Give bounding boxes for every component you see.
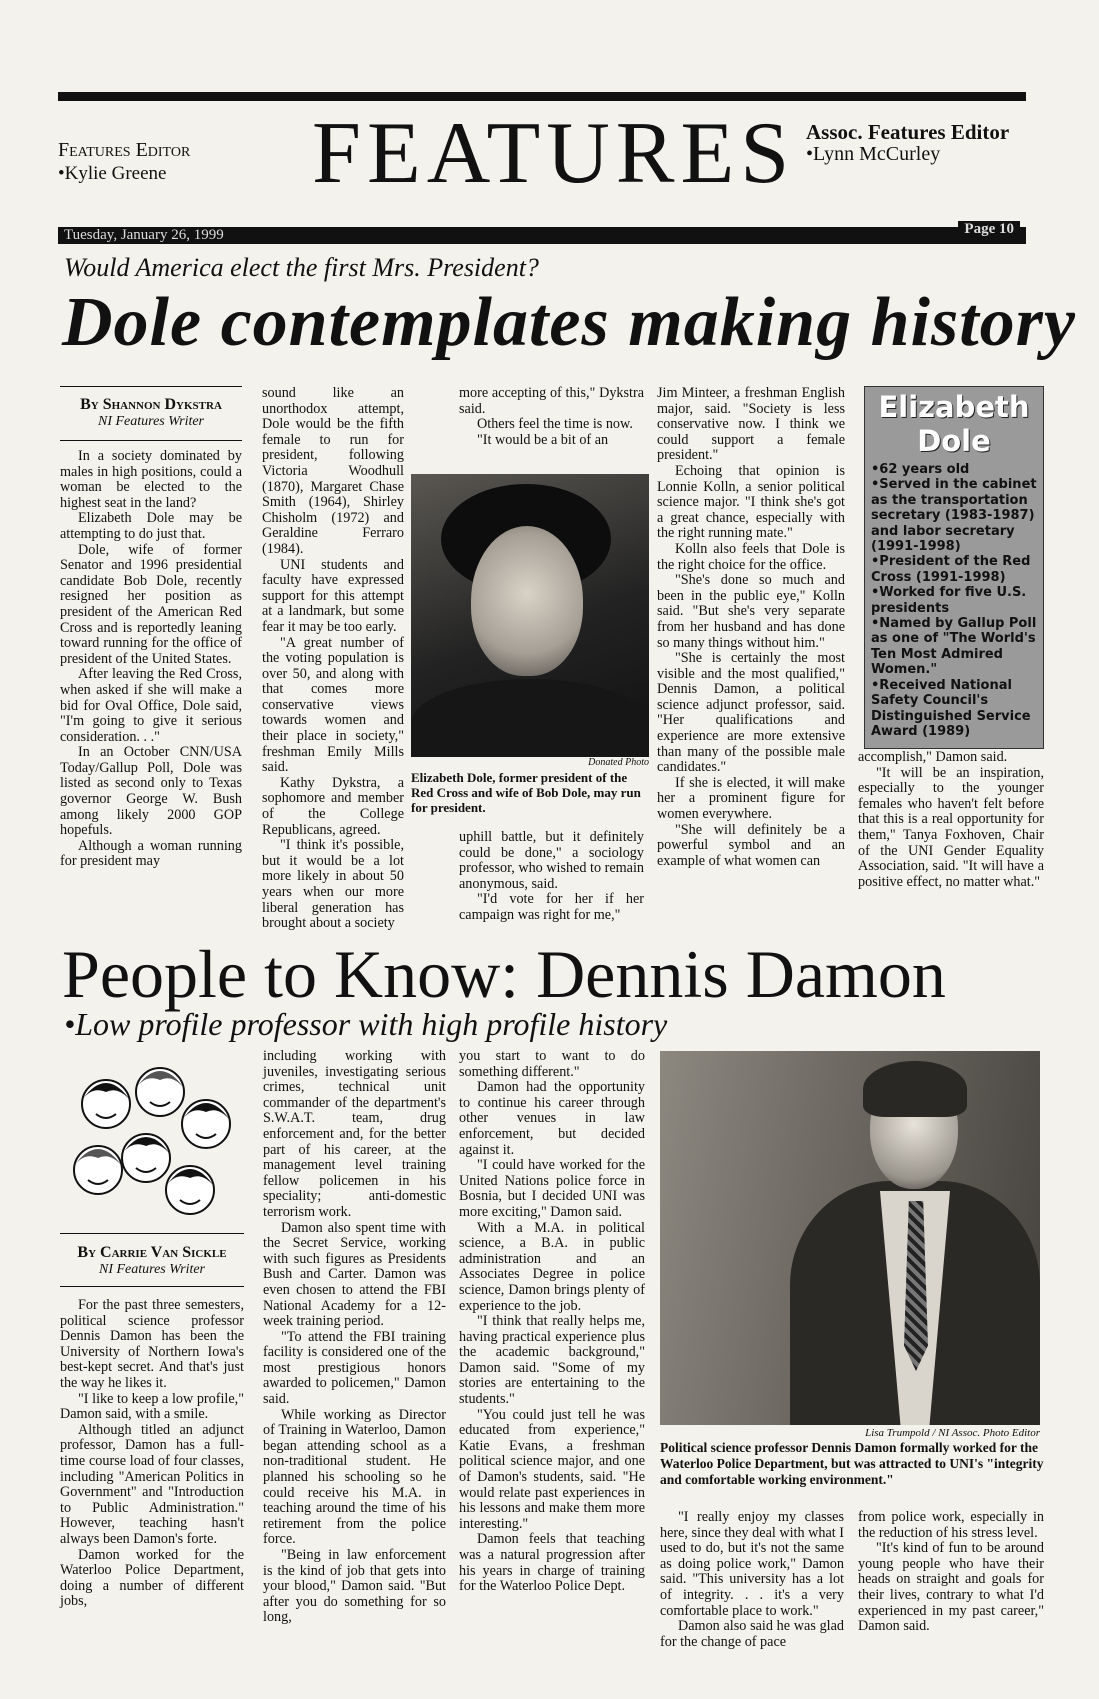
paragraph: Damon also spent time with the Secret Service, working with such figures as Presidents Bush and Carter. Damon was even chosen to attend the FBI National Academy for a 12-week training period. [263,1219,446,1330]
paragraph: In a society dominated by males in high positions, could a woman be elected to the highest seat in the land? [60,448,242,511]
photo-suit-shape [411,679,649,757]
editor-role: Features Editor [58,139,191,161]
paragraph: "You could just tell he was educated from experience," Katie Evans, a freshman political science major, and one of Damon's students, said. "He would relate past experiences in his lessons and make them more interesting." [459,1406,645,1532]
paragraph: "A great number of the voting population is over 50, and along with that comes more conservative views towards women and their place in society," freshman Emily Mills said. [262,634,404,776]
byline-rule-top [60,1233,244,1234]
paragraph: including working with juveniles, investigating serious crimes, technical unit commander of the department's S.W.A.T. team, drug enforcement and, for the better part of his career, at the management level training fellow policemen in his speciality; anti-domestic terrorism work. [263,1048,446,1220]
paragraph: If she is elected, it will make her a prominent figure for women everywhere. [657,774,845,823]
photo-credit: Lisa Trumpold / NI Assoc. Photo Editor [865,1427,1040,1439]
story2-headline: People to Know: Dennis Damon [62,936,946,1012]
issue-date: Tuesday, January 26, 1999 [64,227,232,244]
paragraph: Elizabeth Dole may be attempting to do just that. [60,510,242,542]
paragraph: accomplish," Damon said. [858,749,1008,765]
assoc-editor-role: Assoc. Features Editor [806,120,1010,144]
paragraph: more accepting of this," Dykstra said. [459,385,644,417]
paragraph: "I like to keep a low profile," Damon said, with a smile. [60,1390,244,1423]
paragraph: After leaving the Red Cross, when asked if she will make a bid for Oval Office, Dole said, "I'm going to give it serious consideration. . ." [60,666,242,745]
paragraph: Although a woman running for president may [60,837,242,870]
paragraph: "I'd vote for her if her campaign was right for me," [459,891,644,923]
sidebar-list [865,462,1043,739]
story2-column-2 [263,1049,446,1626]
photo-hair-shape [863,1061,967,1117]
paragraph: "I think that really helps me, having practical experience plus the academic background," Damon said. "Some of my stories are entertaining to the students." [459,1313,645,1408]
photo-credit: Donated Photo [588,757,649,768]
paragraph: "She's done so much and been in the public eye," Kolln said. "But she's very separate from her husband and has done so many things without him." [657,572,845,651]
story1-headline: Dole contemplates making history [62,284,1076,361]
paragraph: uphill battle, but it definitely could be done," a sociology professor, who wished to remain anonymous, said. [459,829,645,892]
story1-column-5 [858,750,1044,890]
byline-rule-bottom [60,1286,244,1287]
story2-subhead: •Low profile professor with high profile history [64,1006,668,1042]
photo-face-shape [471,526,583,676]
assoc-editor-name: •Lynn McCurley [806,143,941,165]
dennis-damon-photo [660,1051,1040,1425]
byline-rule-top [60,386,242,387]
story1-column-3-bottom [459,830,644,924]
sidebar-title: Elizabeth Dole [878,390,1030,458]
page-number: Page 10 [958,221,1020,238]
elizabeth-dole-photo [411,474,649,757]
story1-column-2 [262,386,404,932]
story2-column-1 [60,1298,244,1610]
paragraph: For the past three semesters, political science professor Dennis Damon has been the University of Northern Iowa's best-kept secret. And that's just the way he likes it. [60,1297,244,1391]
section-title: FEATURES [312,105,796,202]
byline-rule-bottom [60,440,242,441]
story2-column-5 [858,1510,1044,1635]
paragraph: Damon worked for the Waterloo Police Department, doing a number of different jobs, [60,1546,244,1610]
paragraph: Echoing that opinion is Lonnie Kolln, a senior political science major. "I think she's got a great chance, especially with the right running mate." [657,462,845,542]
paragraph: Although titled an adjunct professor, Damon has a full-time course load of four classes, including "American Politics in Government" and "Introduction to Public Administration." However, teaching hasn't always been Damon's forte. [60,1421,244,1547]
paragraph: While working as Director of Training in Waterloo, Damon began attending school as a non-traditional student. He planned his schooling so he could receive his M.A. in teaching around the time of his retirement from the police force. [263,1406,446,1548]
byline-desk: NI Features Writer [97,414,205,429]
paragraph: "I could have worked for the United Nations police force in Bosnia, but I decided UNI was more exciting," Damon said. [459,1157,645,1220]
paragraph: "Being in law enforcement is the kind of job that gets into your blood," Damon said. "But after you do something for so long, [263,1547,446,1626]
paragraph: Dole, wife of former Senator and 1996 presidential candidate Bob Dole, recently resigned her position as president of the American Red Cross and is reportedly leaning toward running for the office of president of the United States. [60,541,242,667]
sidebar-item: •Worked for five U.S. presidents [871,585,1027,616]
features-editor-credit [58,139,190,185]
story2-byline [60,1244,244,1278]
paragraph: Damon feels that teaching was a natural progression after his years in charge of training for the Waterloo Police Dept. [459,1531,645,1595]
story1-kicker: Would America elect the first Mrs. President? [64,253,539,282]
paragraph: UNI students and faculty have expressed support for this attempt at a landmark, but some fear it may be too early. [262,556,404,635]
story1-byline [60,396,242,430]
paragraph: "It would be a bit of an [477,431,609,448]
byline-name: By Carrie Van Sickle [77,1244,227,1261]
sidebar-item: •Named by Gallup Poll as one of "The World's Ten Most Admired Women." [871,616,1037,678]
story1-column-3-top [459,386,644,448]
paragraph: Others feel the time is now. [477,416,633,433]
sidebar-item: •President of the Red Cross (1991-1998) [871,554,1031,585]
paragraph: Kathy Dykstra, a sophomore and member of the College Republicans, agreed. [262,774,404,838]
date-bar [58,221,1026,244]
sidebar-item: •62 years old [871,462,970,477]
story2-column-3 [459,1049,645,1595]
masthead-rule [58,92,1026,101]
sidebar-item: •Served in the cabinet as the transportation secretary (1983-1987) and labor secretary (1991-1998) [871,477,1037,555]
paragraph: from police work, especially in the reduction of his stress level. [858,1509,1044,1541]
story1-column-4 [657,386,845,869]
people-cartoon-illustration [68,1062,248,1230]
paragraph: Jim Minteer, a freshman English major, said. "Society is less conservative now. I think we could support a female president." [657,385,845,464]
sidebar-item: •Received National Safety Council's Distinguished Service Award (1989) [871,677,1031,739]
paragraph: Damon had the opportunity to continue his career through other venues in law enforcement, but decided against it. [459,1079,645,1158]
paragraph: you start to want to do something different." [459,1048,645,1080]
paragraph: "She will definitely be a powerful symbol and an example of what women can [657,821,845,869]
paragraph: sound like an unorthodox attempt, Dole would be the fifth female to run for president, following Victoria Woodhull (1870), Margaret Chase Smith (1964), Shirley Chisholm (1972) and Geraldine Ferraro (1984). [262,385,404,557]
paragraph: "I really enjoy my classes here, since they deal with what I used to do, but it's not the same as doing police work," Damon said. "This university has a lot of integrity. . . it's a very comfortable place to work." [660,1509,844,1619]
paragraph: "To attend the FBI training facility is considered one of the most prestigious honors awarded to policemen," Damon said. [263,1328,446,1408]
paragraph: "She is certainly the most visible and the most qualified," Dennis Damon, a political science adjunct professor, said. "Her qualifications and experience are more extensive than many of the possible male candidates." [657,650,845,776]
story1-column-1 [60,449,242,870]
paragraph: "It will be an inspiration, especially to the younger females who haven't felt before that this is a real opportunity for them," Tanya Foxhoven, Chair of the UNI Gender Equality Association, said. "It will have a positive effect, no matter what." [858,764,1044,890]
byline-name: By Shannon Dykstra [80,396,222,413]
photo-caption: Political science professor Dennis Damon formally worked for the Waterloo Police Department, but was attracted to UNI's "integrity and comfortable working environment." [660,1440,1044,1487]
paragraph: In an October CNN/USA Today/Gallup Poll, Dole was listed as second only to Texas governor George W. Bush among likely 2000 GOP hopefuls. [60,744,242,839]
paragraph: With a M.A. in political science, a B.A. in public administration and an Associates Degree in police science, Damon brings plenty of experience to the job. [459,1219,645,1314]
paragraph: "I think it's possible, but it would be a lot more likely in about 50 years when our more liberal generation has brought about a society [262,837,404,932]
paragraph: "It's kind of fun to be around young people who have their heads on straight and goals for their lives, contrary to what I'd experienced in my past career," Damon said. [858,1540,1044,1635]
paragraph: Damon also said he was glad for the change of pace [660,1618,844,1650]
story2-column-4 [660,1510,844,1650]
dole-facts-sidebar [864,386,1044,749]
editor-name: •Kylie Greene [58,163,167,184]
paragraph: Kolln also feels that Dole is the right choice for the office. [657,540,845,573]
assoc-editor-credit [806,121,1009,165]
byline-desk: NI Features Writer [98,1262,206,1277]
photo-caption: Elizabeth Dole, former president of the Red Cross and wife of Bob Dole, may run for president. [411,770,641,815]
